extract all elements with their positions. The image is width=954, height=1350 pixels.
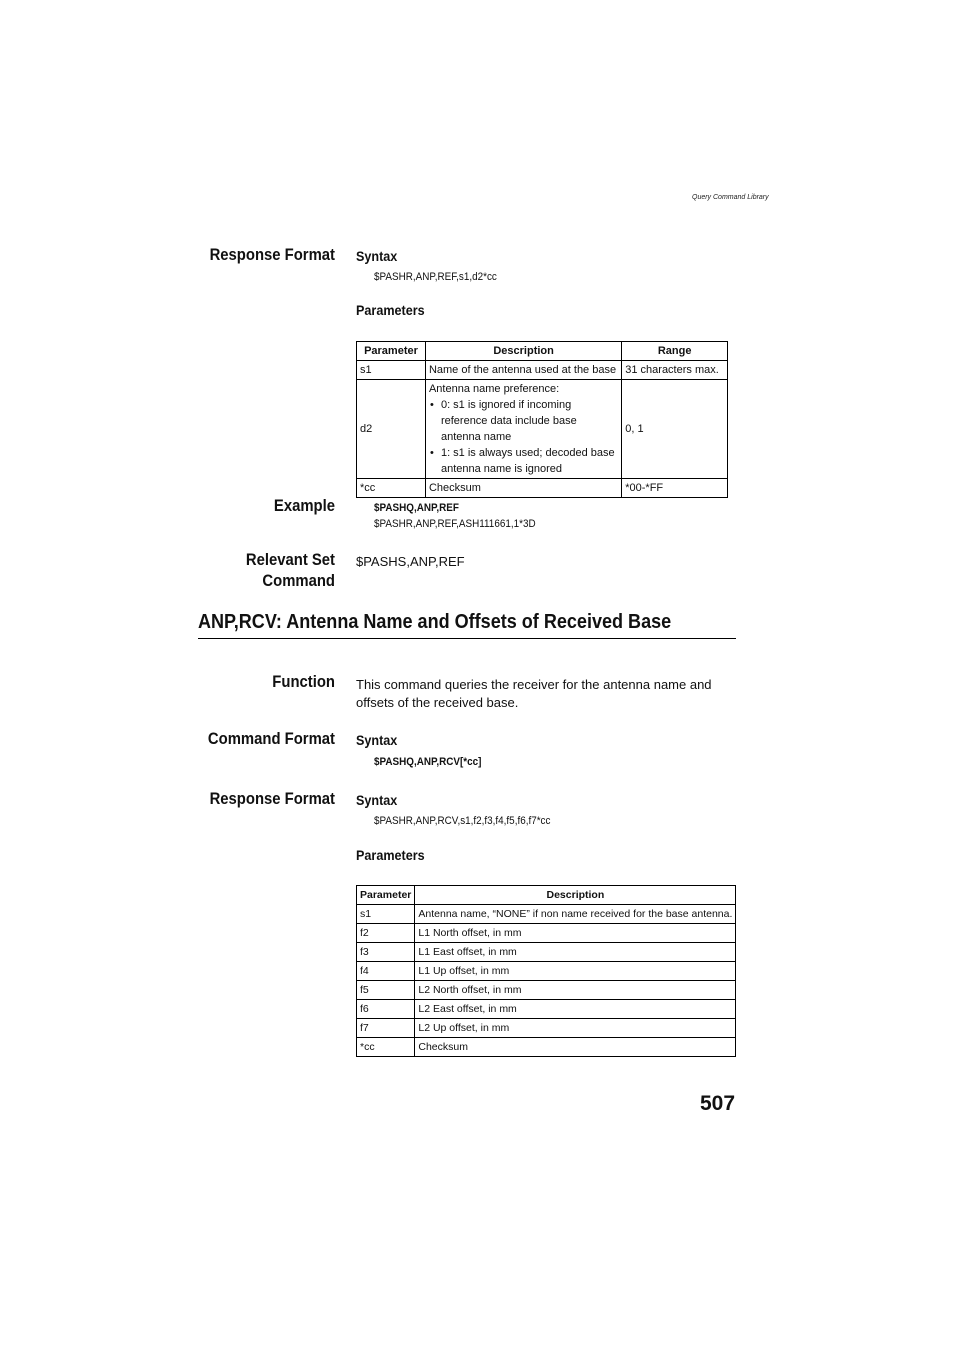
page-number: 507 [700,1092,736,1115]
response-format-label: Response Format [209,790,335,808]
ref-parameters-table [356,341,728,498]
command-format-label: Command Format [207,730,335,748]
column-header: Parameter [357,342,426,361]
table-row [357,924,736,943]
table-row [357,943,736,962]
description-intro: Antenna name preference: [428,383,560,395]
table-header-row [357,342,728,361]
table-row [357,905,736,924]
example-response: $PASHR,ANP,REF,ASH111661,1*3D [374,518,536,530]
description-cell: L1 East offset, in mm [415,943,736,962]
example-query: $PASHQ,ANP,REF [374,502,459,514]
response-syntax: $PASHR,ANP,RCV,s1,f2,f3,f4,f5,f6,f7*cc [374,815,551,827]
description-cell: L1 North offset, in mm [415,924,736,943]
section-rule [198,638,736,639]
table-row [357,380,728,479]
relevant-set-command: $PASHS,ANP,REF [356,554,465,569]
syntax-heading: Syntax [356,732,398,748]
column-header: Range [622,342,728,361]
command-syntax: $PASHQ,ANP,RCV[*cc] [374,756,482,768]
table-row [357,1038,736,1057]
param-cell: f7 [357,1019,415,1038]
function-label: Function [272,673,335,691]
parameters-heading: Parameters [356,302,425,318]
table-row [357,962,736,981]
bullet-list [429,397,618,477]
param-cell: *cc [357,1038,415,1057]
table-row [357,1019,736,1038]
description-cell: Name of the antenna used at the base [425,361,621,380]
description-cell: Antenna name, “NONE” if non name received for the base antenna. [415,905,736,924]
param-cell: s1 [357,905,415,924]
param-cell: f4 [357,962,415,981]
table-row [357,361,728,380]
description-cell [425,380,621,479]
relevant-set-label [155,550,335,592]
table-row [357,1000,736,1019]
response-syntax: $PASHR,ANP,REF,s1,d2*cc [374,271,497,283]
running-header: Query Command Library [692,194,769,201]
column-header: Description [415,886,736,905]
example-label: Example [273,497,335,515]
description-cell: Checksum [425,479,621,498]
param-cell: f3 [357,943,415,962]
description-cell: Checksum [415,1038,736,1057]
section-title: ANP,RCV: Antenna Name and Offsets of Received Base [198,610,672,633]
param-cell: d2 [357,380,426,479]
table-row [357,479,728,498]
rcv-parameters-table [356,885,736,1057]
response-format-label: Response Format [209,246,335,264]
param-cell: *cc [357,479,426,498]
list-item: • 1: s1 is always used; decoded base antenna name is ignored [429,445,618,477]
param-cell: f5 [357,981,415,1000]
description-cell: L2 North offset, in mm [415,981,736,1000]
list-item: • 0: s1 is ignored if incoming reference data include base antenna name [429,397,618,445]
param-cell: f6 [357,1000,415,1019]
parameters-heading: Parameters [356,847,425,863]
range-cell: 31 characters max. [622,361,728,380]
function-text: This command queries the receiver for the antenna name and offsets of the received base. [356,677,712,710]
param-cell: f2 [357,924,415,943]
description-cell: L2 Up offset, in mm [415,1019,736,1038]
table-row [357,981,736,1000]
column-header: Parameter [357,886,415,905]
range-cell: *00-*FF [622,479,728,498]
syntax-heading: Syntax [356,248,398,264]
column-header: Description [425,342,621,361]
syntax-heading: Syntax [356,792,398,808]
description-cell: L2 East offset, in mm [415,1000,736,1019]
description-cell: L1 Up offset, in mm [415,962,736,981]
param-cell: s1 [357,361,426,380]
table-header-row [357,886,736,905]
relevant-set-label-line1: Relevant Set [245,551,335,569]
range-cell: 0, 1 [622,380,728,479]
relevant-set-label-line2: Command [262,572,335,590]
